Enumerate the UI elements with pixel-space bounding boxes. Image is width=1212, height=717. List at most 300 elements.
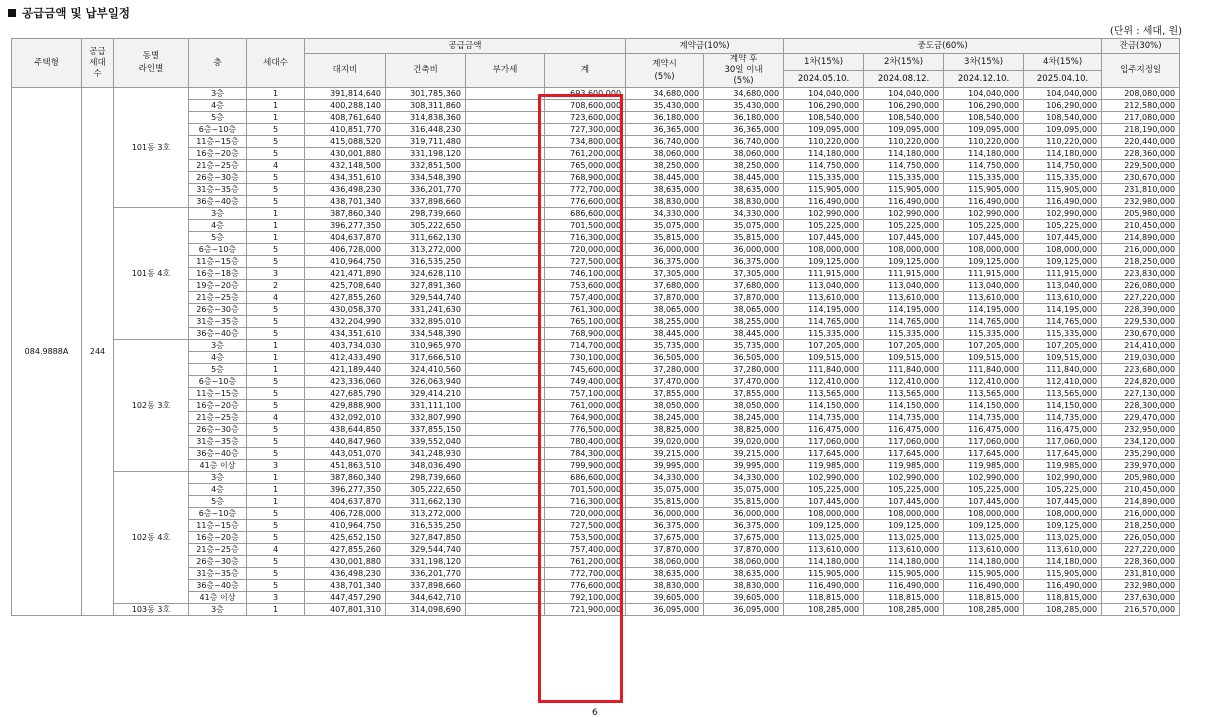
- land-cell: 415,088,520: [305, 136, 386, 148]
- floor-cell: 21층~25층: [189, 544, 247, 556]
- m3-cell: 114,180,000: [944, 556, 1024, 568]
- floor-cell: 6층~10층: [189, 124, 247, 136]
- land-cell: 451,863,510: [305, 460, 386, 472]
- m2-cell: 114,765,000: [864, 316, 944, 328]
- vat-cell: [466, 400, 545, 412]
- m4-cell: 108,540,000: [1024, 112, 1102, 124]
- vat-cell: [466, 124, 545, 136]
- vat-cell: [466, 508, 545, 520]
- m2-cell: 119,985,000: [864, 460, 944, 472]
- units-cell: 4: [247, 292, 305, 304]
- vat-cell: [466, 364, 545, 376]
- balance-cell: 218,250,000: [1102, 256, 1180, 268]
- after-30-cell: 35,815,000: [704, 232, 784, 244]
- m4-cell: 113,610,000: [1024, 292, 1102, 304]
- m2-cell: 115,905,000: [864, 184, 944, 196]
- land-cell: 438,644,850: [305, 424, 386, 436]
- m2-cell: 108,000,000: [864, 508, 944, 520]
- vat-cell: [466, 592, 545, 604]
- header-total: 계: [545, 54, 626, 88]
- total-cell: 761,200,000: [545, 148, 626, 160]
- land-cell: 436,498,230: [305, 568, 386, 580]
- m2-cell: 109,515,000: [864, 352, 944, 364]
- m1-cell: 114,195,000: [784, 304, 864, 316]
- units-cell: 1: [247, 100, 305, 112]
- floor-cell: 11층~15층: [189, 520, 247, 532]
- m1-cell: 114,180,000: [784, 148, 864, 160]
- units-cell: 3: [247, 268, 305, 280]
- floor-cell: 19층~20층: [189, 280, 247, 292]
- land-cell: 430,058,370: [305, 304, 386, 316]
- m2-cell: 115,335,000: [864, 172, 944, 184]
- building-cell: 336,201,770: [386, 184, 466, 196]
- after-30-cell: 39,605,000: [704, 592, 784, 604]
- at-contract-cell: 36,095,000: [626, 604, 704, 616]
- m2-cell: 117,060,000: [864, 436, 944, 448]
- total-cell: 701,500,000: [545, 484, 626, 496]
- balance-cell: 212,580,000: [1102, 100, 1180, 112]
- land-cell: 434,351,610: [305, 328, 386, 340]
- building-cell: 305,222,650: [386, 484, 466, 496]
- after-30-cell: 37,870,000: [704, 292, 784, 304]
- after-30-cell: 37,305,000: [704, 268, 784, 280]
- total-cell: 761,200,000: [545, 556, 626, 568]
- units-cell: 5: [247, 580, 305, 592]
- m3-cell: 118,815,000: [944, 592, 1024, 604]
- after-30-cell: 38,825,000: [704, 424, 784, 436]
- building-cell: 331,111,100: [386, 400, 466, 412]
- land-cell: 425,652,150: [305, 532, 386, 544]
- land-cell: 427,855,260: [305, 292, 386, 304]
- balance-cell: 235,290,000: [1102, 448, 1180, 460]
- table-body: [12, 88, 1180, 616]
- balance-cell: 218,250,000: [1102, 520, 1180, 532]
- vat-cell: [466, 520, 545, 532]
- total-cell: 761,000,000: [545, 400, 626, 412]
- balance-cell: 208,080,000: [1102, 88, 1180, 100]
- balance-cell: 226,080,000: [1102, 280, 1180, 292]
- after-30-cell: 37,675,000: [704, 532, 784, 544]
- floor-cell: 21층~25층: [189, 412, 247, 424]
- vat-cell: [466, 484, 545, 496]
- m4-cell: 114,150,000: [1024, 400, 1102, 412]
- building-cell: 337,855,150: [386, 424, 466, 436]
- floor-cell: 4층: [189, 352, 247, 364]
- table-row: [12, 340, 1180, 352]
- building-cell: 314,838,360: [386, 112, 466, 124]
- at-contract-cell: 34,330,000: [626, 472, 704, 484]
- vat-cell: [466, 352, 545, 364]
- total-cell: 693,600,000: [545, 88, 626, 100]
- vat-cell: [466, 88, 545, 100]
- units-cell: 5: [247, 328, 305, 340]
- at-contract-cell: 38,255,000: [626, 316, 704, 328]
- type-cell: 084.9888A: [12, 88, 82, 616]
- balance-cell: 230,670,000: [1102, 172, 1180, 184]
- building-cell: 305,222,650: [386, 220, 466, 232]
- land-cell: 434,351,610: [305, 172, 386, 184]
- building-cell: 329,414,210: [386, 388, 466, 400]
- table-row: [12, 604, 1180, 616]
- page-title-text: 공급금액 및 납부일정: [22, 6, 130, 20]
- land-cell: 436,498,230: [305, 184, 386, 196]
- vat-cell: [466, 604, 545, 616]
- m2-cell: 114,180,000: [864, 148, 944, 160]
- m3-cell: 115,905,000: [944, 568, 1024, 580]
- m4-cell: 106,290,000: [1024, 100, 1102, 112]
- m2-cell: 114,180,000: [864, 556, 944, 568]
- header-m3: 3차(15%): [944, 54, 1024, 71]
- at-contract-cell: 36,000,000: [626, 244, 704, 256]
- balance-cell: 210,450,000: [1102, 484, 1180, 496]
- m3-cell: 117,645,000: [944, 448, 1024, 460]
- land-cell: 406,728,000: [305, 244, 386, 256]
- floor-cell: 3층: [189, 472, 247, 484]
- building-cell: 331,198,120: [386, 148, 466, 160]
- balance-cell: 227,220,000: [1102, 544, 1180, 556]
- m1-cell: 114,735,000: [784, 412, 864, 424]
- building-cell: 341,248,930: [386, 448, 466, 460]
- m3-cell: 108,000,000: [944, 508, 1024, 520]
- m4-cell: 113,565,000: [1024, 388, 1102, 400]
- floor-cell: 3층: [189, 604, 247, 616]
- units-cell: 1: [247, 472, 305, 484]
- unit-note: (단위 : 세대, 원): [1109, 26, 1182, 37]
- m1-cell: 113,040,000: [784, 280, 864, 292]
- after-30-cell: 37,855,000: [704, 388, 784, 400]
- m1-cell: 106,290,000: [784, 100, 864, 112]
- m1-cell: 116,490,000: [784, 580, 864, 592]
- floor-cell: 26층~30층: [189, 424, 247, 436]
- m3-cell: 112,410,000: [944, 376, 1024, 388]
- units-cell: 5: [247, 568, 305, 580]
- land-cell: 427,855,260: [305, 544, 386, 556]
- m4-cell: 110,220,000: [1024, 136, 1102, 148]
- m1-cell: 111,840,000: [784, 364, 864, 376]
- vat-cell: [466, 376, 545, 388]
- header-supply-units: 공급 세대 수: [82, 39, 114, 88]
- balance-cell: 232,980,000: [1102, 196, 1180, 208]
- land-cell: 438,701,340: [305, 580, 386, 592]
- units-cell: 5: [247, 508, 305, 520]
- building-cell: 316,535,250: [386, 256, 466, 268]
- land-cell: 391,814,640: [305, 88, 386, 100]
- total-cell: 772,700,000: [545, 568, 626, 580]
- header-deposit: 계약금(10%): [626, 39, 784, 54]
- vat-cell: [466, 196, 545, 208]
- floor-cell: 11층~15층: [189, 256, 247, 268]
- building-cell: 311,662,130: [386, 496, 466, 508]
- land-cell: 432,092,010: [305, 412, 386, 424]
- after-30-cell: 38,445,000: [704, 172, 784, 184]
- m2-cell: 115,905,000: [864, 568, 944, 580]
- vat-cell: [466, 532, 545, 544]
- m1-cell: 105,225,000: [784, 484, 864, 496]
- m4-cell: 112,410,000: [1024, 376, 1102, 388]
- m3-cell: 114,150,000: [944, 400, 1024, 412]
- units-cell: 5: [247, 532, 305, 544]
- floor-cell: 16층~20층: [189, 148, 247, 160]
- m3-cell: 107,205,000: [944, 340, 1024, 352]
- building-line-cell: 102동 3호: [114, 340, 189, 472]
- building-cell: 331,198,120: [386, 556, 466, 568]
- floor-cell: 36층~40층: [189, 196, 247, 208]
- units-cell: 4: [247, 160, 305, 172]
- m2-cell: 102,990,000: [864, 208, 944, 220]
- total-cell: 768,900,000: [545, 172, 626, 184]
- at-contract-cell: 38,445,000: [626, 172, 704, 184]
- vat-cell: [466, 292, 545, 304]
- m1-cell: 108,540,000: [784, 112, 864, 124]
- m3-cell: 107,445,000: [944, 496, 1024, 508]
- m4-cell: 114,735,000: [1024, 412, 1102, 424]
- after-30-cell: 36,375,000: [704, 520, 784, 532]
- after-30-cell: 38,065,000: [704, 304, 784, 316]
- after-30-cell: 38,245,000: [704, 412, 784, 424]
- after-30-cell: 39,020,000: [704, 436, 784, 448]
- after-30-cell: 38,060,000: [704, 556, 784, 568]
- m3-cell: 116,490,000: [944, 196, 1024, 208]
- total-cell: 749,400,000: [545, 376, 626, 388]
- m3-cell: 114,195,000: [944, 304, 1024, 316]
- m4-cell: 107,205,000: [1024, 340, 1102, 352]
- m4-cell: 115,905,000: [1024, 184, 1102, 196]
- m4-cell: 114,180,000: [1024, 148, 1102, 160]
- units-cell: 5: [247, 556, 305, 568]
- balance-cell: 227,130,000: [1102, 388, 1180, 400]
- m4-cell: 118,815,000: [1024, 592, 1102, 604]
- balance-cell: 228,390,000: [1102, 304, 1180, 316]
- m2-cell: 114,195,000: [864, 304, 944, 316]
- floor-cell: 4층: [189, 484, 247, 496]
- m2-cell: 116,475,000: [864, 424, 944, 436]
- m2-cell: 105,225,000: [864, 220, 944, 232]
- after-30-cell: 38,830,000: [704, 196, 784, 208]
- building-cell: 331,241,630: [386, 304, 466, 316]
- vat-cell: [466, 448, 545, 460]
- header-vat: 부가세: [466, 54, 545, 88]
- m2-cell: 102,990,000: [864, 472, 944, 484]
- balance-cell: 231,810,000: [1102, 568, 1180, 580]
- after-30-cell: 37,870,000: [704, 544, 784, 556]
- balance-cell: 224,820,000: [1102, 376, 1180, 388]
- m3-cell: 107,445,000: [944, 232, 1024, 244]
- at-contract-cell: 35,430,000: [626, 100, 704, 112]
- units-cell: 5: [247, 400, 305, 412]
- building-cell: 329,544,740: [386, 292, 466, 304]
- total-cell: 772,700,000: [545, 184, 626, 196]
- m3-cell: 114,735,000: [944, 412, 1024, 424]
- balance-cell: 214,890,000: [1102, 232, 1180, 244]
- at-contract-cell: 38,250,000: [626, 160, 704, 172]
- units-cell: 4: [247, 412, 305, 424]
- floor-cell: 21층~25층: [189, 160, 247, 172]
- after-30-cell: 37,680,000: [704, 280, 784, 292]
- m2-cell: 114,150,000: [864, 400, 944, 412]
- m1-cell: 115,905,000: [784, 568, 864, 580]
- m4-cell: 108,000,000: [1024, 244, 1102, 256]
- after-30-cell: 35,815,000: [704, 496, 784, 508]
- land-cell: 427,685,790: [305, 388, 386, 400]
- balance-cell: 237,630,000: [1102, 592, 1180, 604]
- balance-cell: 223,830,000: [1102, 268, 1180, 280]
- m3-cell: 114,765,000: [944, 316, 1024, 328]
- m4-cell: 113,025,000: [1024, 532, 1102, 544]
- at-contract-cell: 38,060,000: [626, 148, 704, 160]
- building-line-cell: 102동 4호: [114, 472, 189, 604]
- land-cell: 396,277,350: [305, 220, 386, 232]
- after-30-cell: 39,995,000: [704, 460, 784, 472]
- after-30-cell: 36,365,000: [704, 124, 784, 136]
- total-cell: 686,600,000: [545, 208, 626, 220]
- floor-cell: 5층: [189, 232, 247, 244]
- m1-cell: 111,915,000: [784, 268, 864, 280]
- header-building: 건축비: [386, 54, 466, 88]
- after-30-cell: 36,095,000: [704, 604, 784, 616]
- at-contract-cell: 36,740,000: [626, 136, 704, 148]
- m3-cell: 117,060,000: [944, 436, 1024, 448]
- total-cell: 757,400,000: [545, 544, 626, 556]
- after-30-cell: 36,180,000: [704, 112, 784, 124]
- building-cell: 334,548,390: [386, 328, 466, 340]
- balance-cell: 228,360,000: [1102, 556, 1180, 568]
- floor-cell: 21층~25층: [189, 292, 247, 304]
- m3-cell: 102,990,000: [944, 208, 1024, 220]
- land-cell: 410,964,750: [305, 520, 386, 532]
- m3-cell: 115,335,000: [944, 172, 1024, 184]
- total-cell: 799,900,000: [545, 460, 626, 472]
- m3-cell: 116,475,000: [944, 424, 1024, 436]
- units-cell: 5: [247, 172, 305, 184]
- at-contract-cell: 39,020,000: [626, 436, 704, 448]
- at-contract-cell: 38,050,000: [626, 400, 704, 412]
- m4-cell: 117,060,000: [1024, 436, 1102, 448]
- floor-cell: 26층~30층: [189, 172, 247, 184]
- at-contract-cell: 35,075,000: [626, 220, 704, 232]
- vat-cell: [466, 556, 545, 568]
- m4-cell: 115,335,000: [1024, 172, 1102, 184]
- m1-cell: 109,095,000: [784, 124, 864, 136]
- m3-cell: 116,490,000: [944, 580, 1024, 592]
- units-cell: 3: [247, 460, 305, 472]
- header-d4: 2025.04.10.: [1024, 71, 1102, 88]
- m1-cell: 109,515,000: [784, 352, 864, 364]
- balance-cell: 216,000,000: [1102, 508, 1180, 520]
- total-cell: 753,500,000: [545, 532, 626, 544]
- m1-cell: 114,750,000: [784, 160, 864, 172]
- m1-cell: 107,445,000: [784, 496, 864, 508]
- units-cell: 5: [247, 304, 305, 316]
- after-30-cell: 34,330,000: [704, 472, 784, 484]
- floor-cell: 4층: [189, 220, 247, 232]
- floor-cell: 16층~20층: [189, 400, 247, 412]
- balance-cell: 223,680,000: [1102, 364, 1180, 376]
- at-contract-cell: 39,605,000: [626, 592, 704, 604]
- m1-cell: 108,000,000: [784, 244, 864, 256]
- vat-cell: [466, 388, 545, 400]
- m3-cell: 106,290,000: [944, 100, 1024, 112]
- after-30-cell: 36,740,000: [704, 136, 784, 148]
- header-d2: 2024.08.12.: [864, 71, 944, 88]
- land-cell: 387,860,340: [305, 472, 386, 484]
- units-cell: 1: [247, 352, 305, 364]
- m1-cell: 104,040,000: [784, 88, 864, 100]
- total-cell: 745,600,000: [545, 364, 626, 376]
- building-cell: 348,036,490: [386, 460, 466, 472]
- m3-cell: 108,000,000: [944, 244, 1024, 256]
- m4-cell: 117,645,000: [1024, 448, 1102, 460]
- balance-cell: 216,570,000: [1102, 604, 1180, 616]
- m4-cell: 107,445,000: [1024, 232, 1102, 244]
- building-cell: 337,898,660: [386, 196, 466, 208]
- balance-cell: 219,030,000: [1102, 352, 1180, 364]
- total-cell: 757,400,000: [545, 292, 626, 304]
- m2-cell: 114,735,000: [864, 412, 944, 424]
- after-30-cell: 38,830,000: [704, 580, 784, 592]
- m3-cell: 113,610,000: [944, 292, 1024, 304]
- building-cell: 327,847,850: [386, 532, 466, 544]
- m3-cell: 109,515,000: [944, 352, 1024, 364]
- balance-cell: 216,000,000: [1102, 244, 1180, 256]
- header-m2: 2차(15%): [864, 54, 944, 71]
- m3-cell: 114,750,000: [944, 160, 1024, 172]
- after-30-cell: 38,060,000: [704, 148, 784, 160]
- land-cell: 429,888,900: [305, 400, 386, 412]
- land-cell: 387,860,340: [305, 208, 386, 220]
- table-row: [12, 88, 1180, 100]
- units-cell: 5: [247, 436, 305, 448]
- land-cell: 410,964,750: [305, 256, 386, 268]
- m1-cell: 114,765,000: [784, 316, 864, 328]
- total-cell: 716,300,000: [545, 496, 626, 508]
- m1-cell: 107,205,000: [784, 340, 864, 352]
- m2-cell: 108,285,000: [864, 604, 944, 616]
- header-supply-amount: 공급금액: [305, 39, 626, 54]
- m4-cell: 115,905,000: [1024, 568, 1102, 580]
- m1-cell: 108,000,000: [784, 508, 864, 520]
- table-row: [12, 208, 1180, 220]
- units-cell: 1: [247, 604, 305, 616]
- m2-cell: 109,125,000: [864, 520, 944, 532]
- after-30-cell: 35,075,000: [704, 484, 784, 496]
- at-contract-cell: 36,375,000: [626, 256, 704, 268]
- at-contract-cell: 36,365,000: [626, 124, 704, 136]
- m2-cell: 117,645,000: [864, 448, 944, 460]
- vat-cell: [466, 244, 545, 256]
- m1-cell: 114,180,000: [784, 556, 864, 568]
- floor-cell: 26층~30층: [189, 556, 247, 568]
- table-row: [12, 472, 1180, 484]
- m2-cell: 109,095,000: [864, 124, 944, 136]
- land-cell: 406,728,000: [305, 508, 386, 520]
- at-contract-cell: 37,870,000: [626, 544, 704, 556]
- at-contract-cell: 34,330,000: [626, 208, 704, 220]
- at-contract-cell: 36,375,000: [626, 520, 704, 532]
- floor-cell: 4층: [189, 100, 247, 112]
- m2-cell: 108,000,000: [864, 244, 944, 256]
- total-cell: 723,600,000: [545, 112, 626, 124]
- balance-cell: 232,950,000: [1102, 424, 1180, 436]
- m1-cell: 108,285,000: [784, 604, 864, 616]
- at-contract-cell: 35,815,000: [626, 496, 704, 508]
- floor-cell: 31층~35층: [189, 184, 247, 196]
- units-cell: 2: [247, 280, 305, 292]
- m4-cell: 109,125,000: [1024, 256, 1102, 268]
- balance-cell: 210,450,000: [1102, 220, 1180, 232]
- balance-cell: 232,980,000: [1102, 580, 1180, 592]
- m3-cell: 114,180,000: [944, 148, 1024, 160]
- land-cell: 440,847,960: [305, 436, 386, 448]
